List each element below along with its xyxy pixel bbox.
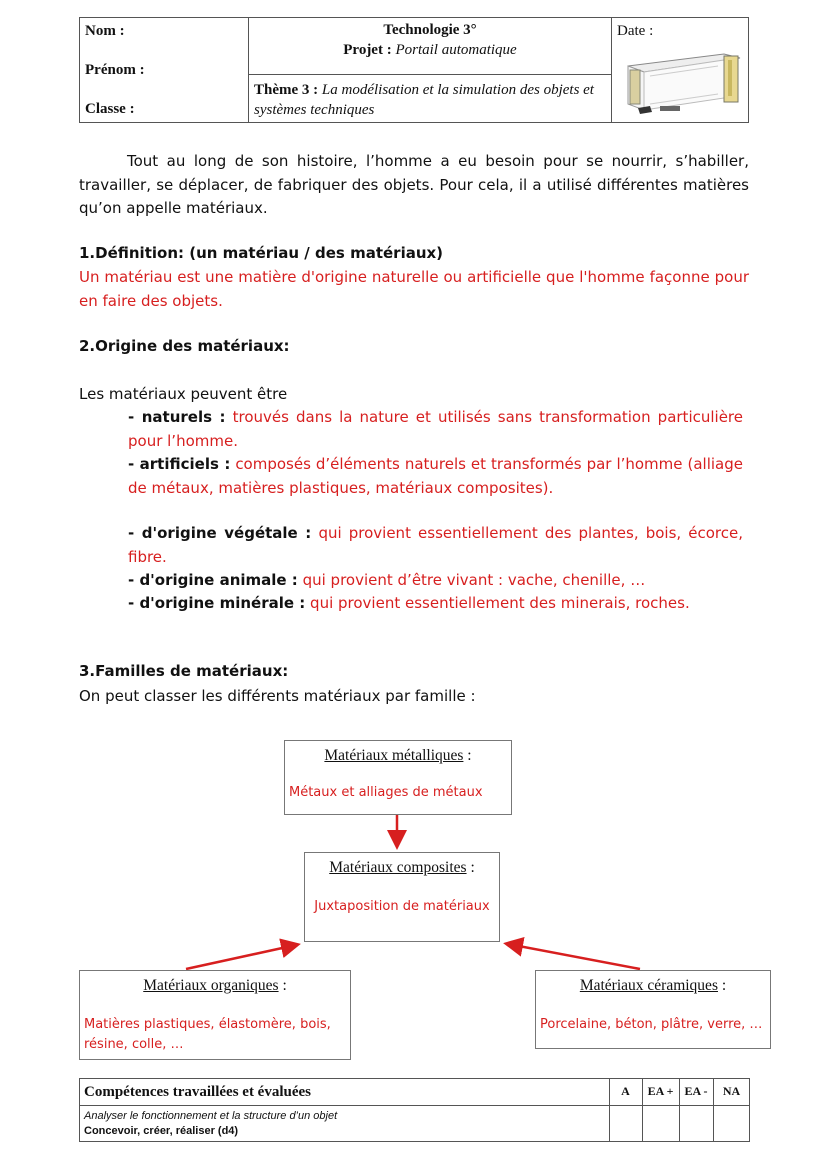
competence-line-1: Analyser le fonctionnement et la structure d’un objet — [84, 1110, 338, 1122]
list-item: - naturels : trouvés dans la nature et utilisés sans transformation particulière pour l’homme. — [128, 408, 743, 450]
box-composites: Matériaux composites : Juxtaposition de matériaux — [304, 852, 500, 942]
col-ea-plus: EA + — [647, 1084, 674, 1098]
section1-heading: 1.Définition: (un matériau / des matériaux) — [79, 244, 444, 262]
section2-heading: 2.Origine des matériaux: — [79, 337, 290, 355]
arrow-ceramic-to-composite — [508, 944, 640, 969]
competences-title: Compétences travaillées et évaluées — [84, 1084, 312, 1100]
prenom-label: Prénom : — [85, 62, 145, 78]
definition-text: Un matériau est une matière d'origine naturelle ou artificielle que l'homme façonne pour en faire des objets. — [79, 268, 749, 310]
families-lead: On peut classer les différents matériaux par famille : — [79, 687, 476, 705]
arrow-organic-to-composite — [186, 945, 296, 969]
box-organiques: Matériaux organiques : Matières plastiques, élastomère, bois, résine, colle, … — [79, 970, 351, 1060]
list-item: - d'origine animale : qui provient d’être vivant : vache, chenille, … — [128, 571, 646, 589]
col-na: NA — [722, 1084, 741, 1098]
intro-paragraph: Tout au long de son histoire, l’homme a eu besoin pour se nourrir, s’habiller, travailler, se déplacer, de fabriquer des objets. Pour cela, il a utilisé différentes matières qu’on appelle matériaux. — [79, 152, 749, 217]
subject-title: Technologie 3° — [383, 22, 477, 38]
family-title: Matériaux organiques — [143, 977, 279, 994]
theme-line: Thème 3 : La modélisation et la simulation des objets et systèmes techniques — [254, 82, 594, 118]
origin-lead: Les matériaux peuvent être — [79, 385, 288, 403]
competence-line-2: Concevoir, créer, réaliser (d4) — [84, 1125, 239, 1137]
list-item: - d'origine végétale : qui provient essentiellement des plantes, bois, écorce, fibre. — [128, 524, 744, 566]
family-desc: Métaux et alliages de métaux — [289, 785, 483, 800]
box-metalliques: Matériaux métalliques : Métaux et alliages de métaux — [284, 740, 512, 815]
project-line: Projet : Portail automatique — [343, 42, 517, 58]
family-desc: Matières plastiques, élastomère, bois, résine, colle, … — [84, 1017, 331, 1052]
family-desc: Juxtaposition de matériaux — [314, 899, 490, 914]
list-item: - artificiels : composés d’éléments naturels et transformés par l’homme (alliage de métaux, matières plastiques, matériaux composites). — [128, 455, 743, 497]
family-title: Matériaux composites — [329, 859, 467, 876]
nom-label: Nom : — [85, 23, 125, 39]
section3-heading: 3.Familles de matériaux: — [79, 662, 289, 680]
box-ceramiques: Matériaux céramiques : Porcelaine, béton, plâtre, verre, … — [535, 970, 771, 1049]
family-title: Matériaux céramiques — [579, 977, 718, 994]
competences-table — [79, 1078, 750, 1142]
col-a: A — [621, 1084, 630, 1098]
list-item: - d'origine minérale : qui provient essentiellement des minerais, roches. — [128, 594, 690, 612]
family-desc: Porcelaine, béton, plâtre, verre, … — [540, 1017, 763, 1032]
family-title: Matériaux métalliques — [324, 747, 464, 764]
classe-label: Classe : — [85, 101, 135, 117]
date-label: Date : — [617, 23, 654, 39]
col-ea-minus: EA - — [684, 1084, 708, 1098]
